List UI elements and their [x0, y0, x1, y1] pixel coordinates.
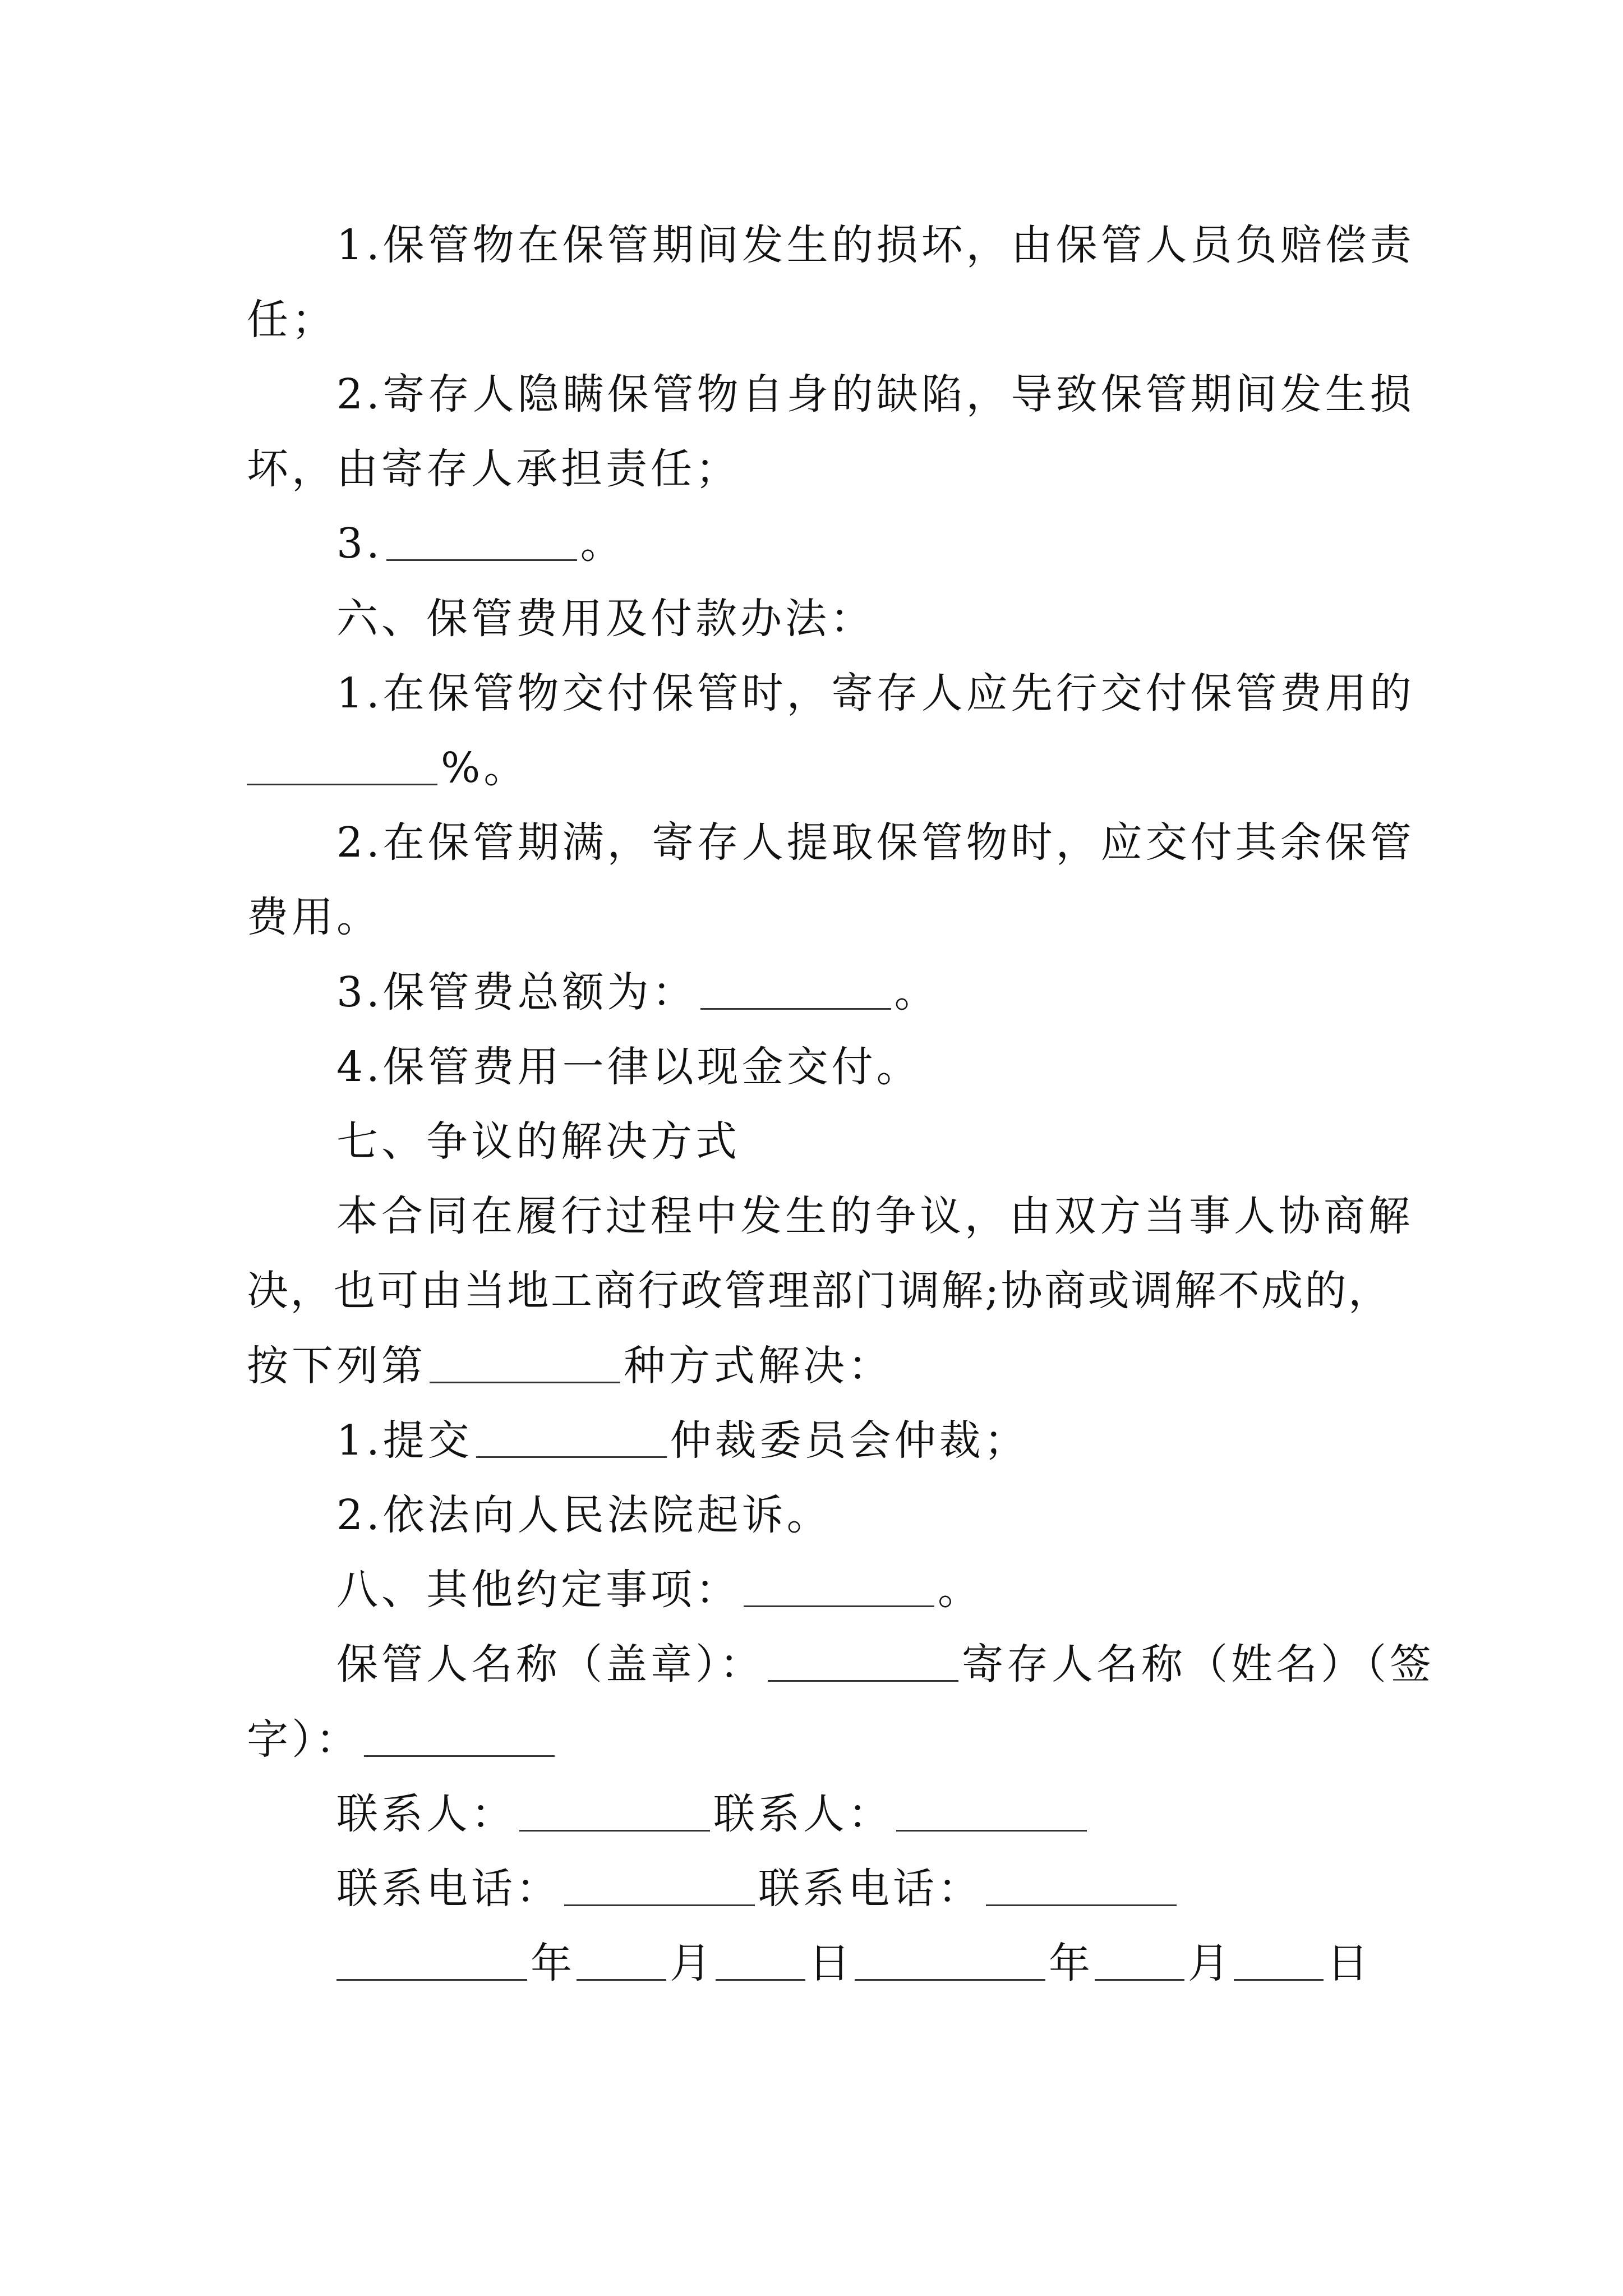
fill-blank[interactable] — [986, 1865, 1177, 1906]
paragraph-line: 2.寄存人隐瞒保管物自身的缺陷，导致保管期间发生损 — [336, 370, 1415, 418]
fill-blank[interactable] — [1234, 1940, 1324, 1981]
paragraph-line: 3. 。 — [336, 519, 625, 568]
fill-blank[interactable] — [386, 520, 577, 561]
fill-blank[interactable] — [577, 1940, 666, 1981]
fill-blank[interactable] — [700, 969, 891, 1010]
paragraph-line: 2.依法向人民法院起诉。 — [336, 1491, 832, 1539]
paragraph-line: 1.提交 仲裁委员会仲裁； — [336, 1416, 1029, 1465]
paragraph-line: 按下列第 种方式解决： — [247, 1342, 893, 1390]
document-page — [247, 0, 1435, 2296]
fill-blank[interactable] — [744, 1566, 934, 1607]
paragraph-line: 1.保管物在保管期间发生的损坏，由保管人员负赔偿责 — [336, 221, 1415, 269]
contact-line: 联系人： 联系人： — [247, 1783, 1391, 1845]
section-heading: 七、争议的解决方式 — [336, 1117, 740, 1166]
paragraph-line: 决，也可由当地工商行政管理部门调解;协商或调解不成的， — [247, 1267, 1391, 1315]
fill-blank[interactable] — [1095, 1940, 1184, 1981]
paragraph-line: 本合同在履行过程中发生的争议，由双方当事人协商解 — [336, 1192, 1413, 1240]
paragraph-line: 2.在保管期满，寄存人提取保管物时，应交付其余保管 — [336, 818, 1415, 867]
date-line: 年 月 日 年 月 日 — [247, 1932, 1391, 1994]
phone-line: 联系电话： 联系电话： — [247, 1858, 1391, 1920]
fill-blank[interactable] — [364, 1716, 555, 1757]
fill-blank[interactable] — [716, 1940, 805, 1981]
section-heading: 八、其他约定事项： 。 — [336, 1566, 983, 1614]
paragraph-line: 4.保管费用一律以现金交付。 — [336, 1043, 921, 1091]
fill-blank[interactable] — [247, 744, 437, 785]
paragraph-line: 1.在保管物交付保管时，寄存人应先行交付保管费用的 — [336, 669, 1415, 717]
section-heading: 六、保管费用及付款办法： — [336, 595, 875, 643]
fill-blank[interactable] — [336, 1940, 527, 1981]
fill-blank[interactable] — [519, 1791, 710, 1832]
paragraph-line: 任； — [247, 296, 336, 344]
fill-blank[interactable] — [564, 1865, 755, 1906]
fill-blank[interactable] — [896, 1791, 1087, 1832]
fill-blank[interactable] — [855, 1940, 1045, 1981]
signature-line: 保管人名称（盖章）： 寄存人名称（姓名）（签 — [336, 1640, 1435, 1688]
paragraph-line: 费用。 — [247, 893, 381, 941]
signature-line: 字）： — [247, 1709, 1391, 1770]
fill-blank[interactable] — [430, 1342, 620, 1383]
paragraph-line: 3.保管费总额为： 。 — [336, 968, 939, 1016]
fill-blank[interactable] — [476, 1417, 667, 1458]
paragraph-line: %。 — [247, 737, 1391, 799]
paragraph-line: 坏，由寄存人承担责任； — [247, 445, 740, 493]
fill-blank[interactable] — [768, 1641, 958, 1682]
